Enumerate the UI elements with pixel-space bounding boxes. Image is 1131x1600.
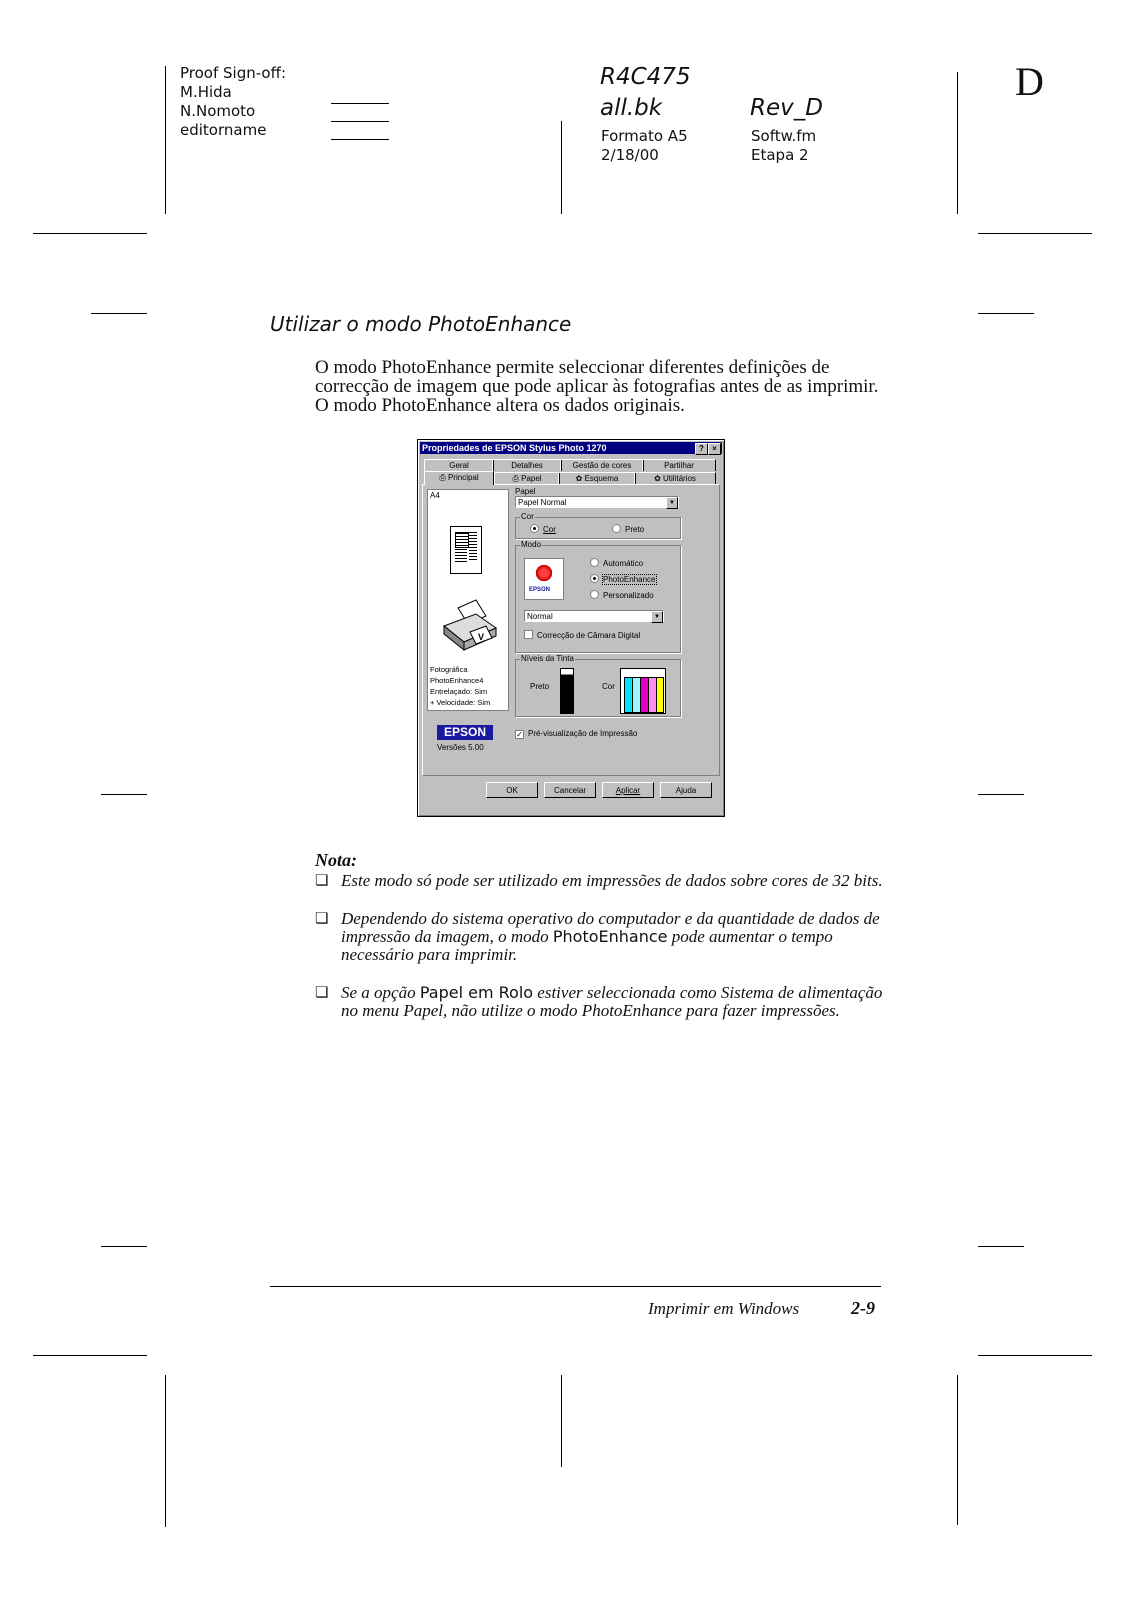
crop-mark (165, 66, 166, 214)
photoenhance-mode-value: Normal (527, 612, 553, 621)
cor-group-label: Cor (521, 512, 534, 521)
cor-radio-label: Cor (543, 525, 556, 534)
utilities-icon: ✿ (654, 474, 661, 483)
radio-icon (590, 590, 599, 599)
tab-utilitarios[interactable] (634, 472, 716, 484)
print-preview-label: Pré-visualização de Impressão (528, 729, 638, 738)
modo-group-label: Modo (521, 540, 542, 549)
checkbox-bullet-icon: ❏ (315, 873, 329, 889)
photoenhance-radio-label: PhotoEnhance (603, 575, 656, 584)
tab-panel-principal (422, 484, 720, 776)
papel-select-value: Papel Normal (518, 498, 567, 507)
crop-mark (957, 1375, 958, 1525)
crop-mark (978, 1246, 1024, 1247)
black-ink-cartridge (560, 668, 574, 714)
radio-selected-icon (530, 524, 539, 533)
photoenhance-radio[interactable] (590, 574, 656, 585)
tab-utilitarios-label: Utilitários (663, 474, 696, 483)
paper-icon: ⎙ (512, 474, 519, 483)
note-item-text (341, 984, 883, 1020)
cor-group (515, 512, 681, 539)
crop-mark (978, 1355, 1092, 1356)
proof-signoff (180, 64, 286, 140)
papel-label: Papel (515, 487, 536, 496)
note-heading: Nota: (315, 850, 357, 870)
tab-esquema[interactable] (558, 472, 636, 484)
summary-line: Fotográfica (430, 665, 468, 674)
file-name: Softw.fm (751, 127, 817, 145)
automatico-radio-label: Automático (603, 559, 644, 568)
note-text-part: Se a opção (341, 983, 420, 1002)
list-item (315, 910, 883, 964)
tab-partilhar[interactable]: Partilhar (642, 459, 716, 471)
crop-mark (978, 233, 1092, 234)
svg-text:V: V (478, 632, 485, 642)
tab-gestao-de-cores[interactable]: Gestão de cores (560, 459, 644, 471)
date: 2/18/00 (601, 146, 659, 164)
crop-mark (978, 313, 1034, 314)
dialog-title: Propriedades de EPSON Stylus Photo 1270 (422, 443, 607, 453)
printer-icon: ⎙ (439, 473, 446, 482)
cancel-button[interactable]: Cancelar (544, 782, 596, 798)
summary-list (430, 664, 490, 708)
summary-line: PhotoEnhance4 (430, 676, 484, 685)
printer-illustration (440, 594, 500, 654)
epson-small-logo: EPSON (529, 587, 551, 593)
crop-mark (101, 794, 147, 795)
epson-logo: EPSON (437, 725, 493, 740)
close-button[interactable]: × (708, 443, 721, 455)
footer-chapter: Imprimir em Windows (648, 1299, 800, 1318)
note-text-part: Dependendo do sistema operativo do computador e da quantidade de dados de impressão da imagem, o modo (341, 909, 880, 946)
checkbox-bullet-icon: ❏ (315, 911, 329, 927)
crop-mark (957, 72, 958, 214)
flower-icon (534, 564, 554, 582)
revision: Rev_D (750, 95, 823, 121)
print-preview-checkbox[interactable] (515, 729, 637, 739)
crop-mark (101, 1246, 147, 1247)
tab-principal-label: Principal (447, 473, 479, 482)
signoff-line (331, 139, 389, 140)
note-list (315, 872, 883, 1020)
stage: Etapa 2 (751, 146, 809, 164)
paper-size-label: A4 (430, 491, 440, 500)
tab-papel[interactable] (494, 472, 560, 484)
photoenhance-mode-select[interactable] (524, 610, 664, 622)
signoff-name: editorname (180, 121, 267, 139)
yellow-ink (656, 677, 664, 713)
format: Formato A5 (601, 127, 688, 145)
intro-paragraph: O modo PhotoEnhance permite seleccionar diferentes definições de correcção de imagem que pode aplicar às fotografias antes de as imprimir. O modo PhotoEnhance altera os dados originais. (315, 357, 879, 416)
crop-mark (978, 794, 1024, 795)
list-item (315, 984, 883, 1020)
proof-signoff-label: Proof Sign-off: (180, 64, 286, 82)
page-preview-icon (450, 526, 482, 574)
signoff-line (331, 103, 389, 104)
help-dialog-button[interactable]: Ajuda (660, 782, 712, 798)
signoff-name: N.Nomoto (180, 102, 256, 120)
printer-properties-dialog (417, 439, 725, 817)
personalizado-radio-label: Personalizado (603, 591, 654, 600)
radio-icon (612, 524, 621, 533)
note-text-part: estiver seleccionada como Sistema de alimentação no menu Papel, não utilize o modo PhotoEnhance para fazer impressões. (341, 983, 883, 1020)
personalizado-radio[interactable] (590, 590, 654, 601)
layout-icon: ✿ (575, 474, 583, 483)
checkbox-icon (524, 630, 533, 639)
tab-principal[interactable] (424, 471, 494, 485)
photoenhance-thumbnail (524, 558, 564, 600)
chevron-down-icon[interactable]: ▼ (666, 497, 678, 509)
automatico-radio[interactable] (590, 558, 643, 569)
crop-mark (33, 1355, 147, 1356)
book-name: all.bk (600, 95, 663, 121)
papel-select[interactable] (515, 496, 679, 508)
camera-correction-checkbox[interactable] (524, 630, 640, 641)
modo-group (515, 540, 681, 653)
radio-selected-icon (590, 574, 599, 583)
summary-line: Entrelaçado: Sim (430, 687, 488, 696)
list-item (315, 872, 883, 890)
preview-pane (427, 489, 509, 711)
crop-mark (561, 121, 562, 214)
crop-mark (33, 233, 147, 234)
note-term: PhotoEnhance (552, 927, 668, 946)
note-term: Papel em Rolo (419, 983, 534, 1002)
tab-papel-label: Papel (521, 474, 542, 483)
tab-detalhes[interactable]: Detalhes (492, 459, 562, 471)
note-item-text (341, 910, 883, 964)
ok-button[interactable]: OK (486, 782, 538, 798)
tab-esquema-label: Esquema (584, 474, 619, 483)
checkbox-bullet-icon: ❏ (315, 985, 329, 1001)
summary-line: + Velocidade: Sim (430, 698, 491, 707)
signoff-name: M.Hida (180, 83, 232, 101)
chevron-down-icon[interactable]: ▼ (651, 611, 663, 623)
preto-radio[interactable] (612, 524, 644, 535)
note-text-part: pode aumentar o tempo necessário para imprimir. (341, 927, 833, 964)
section-letter: D (1015, 59, 1044, 104)
radio-icon (590, 558, 599, 567)
crop-mark (165, 1375, 166, 1527)
help-button[interactable]: ? (695, 443, 708, 455)
driver-version: Versões 5.00 (437, 743, 484, 752)
apply-button[interactable]: Aplicar (602, 782, 654, 798)
ink-black-label: Preto (530, 682, 550, 691)
footer-rule (270, 1286, 881, 1287)
color-ink-cartridge (620, 668, 666, 714)
ink-levels-label: Níveis da Tinta (521, 654, 574, 663)
ink-levels-group (515, 654, 681, 717)
tab-geral[interactable]: Geral (424, 459, 494, 471)
crop-mark (91, 313, 147, 314)
cor-radio[interactable] (530, 524, 556, 535)
note-item-text: Este modo só pode ser utilizado em impressões de dados sobre cores de 32 bits. (341, 871, 883, 890)
ink-color-label: Cor (602, 682, 615, 691)
model-code: R4C475 (600, 64, 691, 90)
preto-radio-label: Preto (625, 525, 645, 534)
page-number: 2-9 (851, 1298, 875, 1318)
signoff-line (331, 121, 389, 122)
camera-correction-label: Correcção de Câmara Digital (537, 631, 641, 640)
section-title: Utilizar o modo PhotoEnhance (270, 312, 572, 336)
dialog-title-bar (420, 442, 722, 454)
checkbox-checked-icon: ✓ (516, 730, 523, 739)
crop-mark (561, 1375, 562, 1467)
